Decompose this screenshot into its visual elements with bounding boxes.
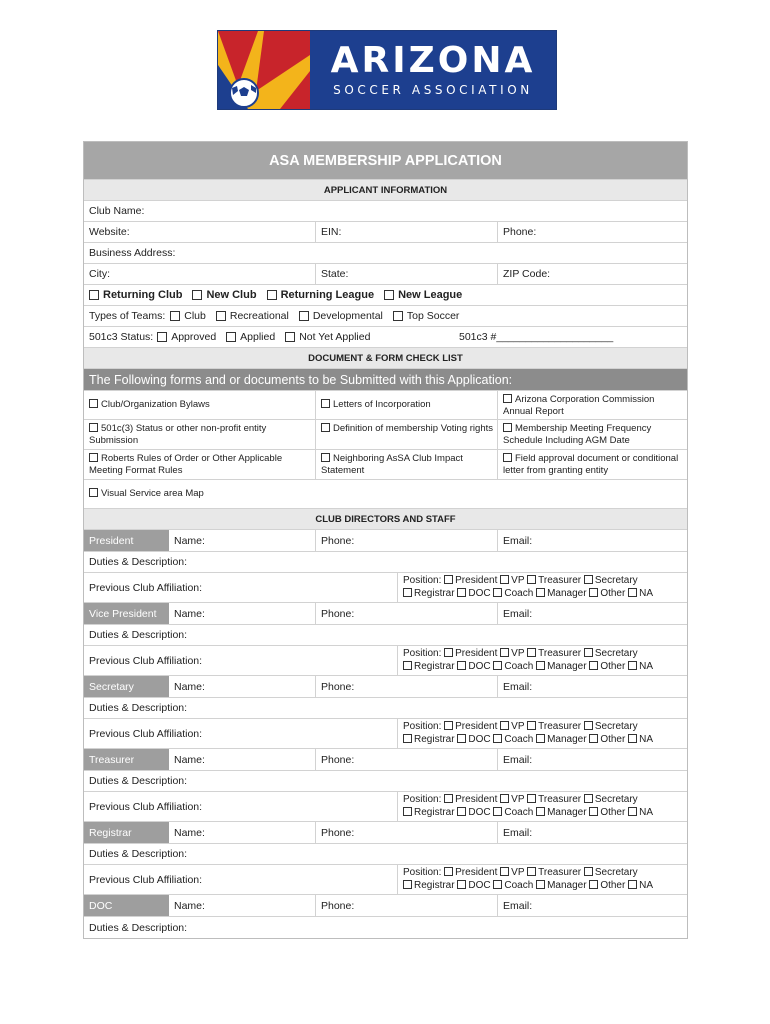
status-row [84,327,687,348]
director-row-1 [84,603,687,625]
director-position-options [397,865,653,894]
logo-subtitle: SOCCER ASSOCIATION [333,83,533,97]
position-option: Treasurer [538,575,582,586]
position-option: Coach [504,733,534,745]
position-option: Registrar [414,806,455,818]
director-email-field[interactable]: Email: [497,895,687,916]
checkbox-icon[interactable] [527,575,536,584]
position-option: NA [639,806,654,818]
checkbox-icon[interactable] [589,880,598,889]
director-position-options [397,792,653,821]
director-row-4 [84,822,687,844]
club-name-field[interactable]: Club Name: [89,205,145,217]
checkbox-icon[interactable] [628,880,637,889]
director-affiliation-field[interactable]: Previous Club Affiliation: [89,800,203,813]
director-row-2 [84,676,687,698]
checkbox-icon[interactable] [500,648,509,657]
director-duties-row [84,844,687,865]
position-option: Secretary [594,648,638,659]
team-type-recreational[interactable]: Recreational [216,310,289,322]
checkbox-icon[interactable] [584,794,593,803]
position-option: President [455,867,498,878]
director-email-field[interactable]: Email: [497,530,687,551]
checklist-row [84,480,687,509]
logo-graphic [218,31,310,109]
position-option: Manager [547,733,587,745]
team-types-row [84,306,687,327]
directors-heading: CLUB DIRECTORS AND STAFF [84,509,687,530]
position-label: Position: [403,867,442,878]
checklist-item[interactable]: Club/Organization Bylaws [84,391,315,419]
asa-logo [217,30,557,110]
checkbox-icon[interactable] [457,807,466,816]
director-row-5 [84,895,687,917]
position-option: Treasurer [538,648,582,659]
checklist-item[interactable]: 501c(3) Status or other non-profit entity Submission [89,423,267,446]
checkbox-icon[interactable] [584,721,593,730]
position-option: Coach [504,806,534,818]
position-option: DOC [468,733,491,745]
director-email-field[interactable]: Email: [497,603,687,624]
position-label: Position: [403,648,442,659]
team-type-developmental[interactable]: Developmental [299,310,383,322]
director-position-options [397,646,653,675]
checkbox-icon[interactable] [628,807,637,816]
returning-league-option[interactable]: Returning League [267,289,375,301]
director-duties-field[interactable]: Duties & Description: [89,921,188,934]
position-option: VP [511,867,525,878]
position-option: Manager [547,806,587,818]
director-role: Secretary [84,676,169,697]
checkbox-icon[interactable] [536,880,545,889]
checkbox-icon[interactable] [216,311,226,321]
position-label: Position: [403,575,442,586]
position-option: NA [639,587,654,599]
position-option: Secretary [594,721,638,732]
checkbox-icon[interactable] [536,661,545,670]
checkbox-icon[interactable] [589,807,598,816]
website-row [84,222,687,243]
checkbox-icon[interactable] [285,332,295,342]
team-type-top-soccer[interactable]: Top Soccer [393,310,460,322]
city-field[interactable]: City: [89,268,110,280]
director-duties-field[interactable]: Duties & Description: [89,702,188,714]
checkbox-icon[interactable] [628,588,637,597]
checkbox-icon[interactable] [89,453,98,462]
director-row-0 [84,530,687,552]
checklist-band: The Following forms and or documents to be Submitted with this Application: [84,369,687,391]
checkbox-icon[interactable] [403,807,412,816]
status-approved[interactable]: Approved [157,331,216,343]
checkbox-icon[interactable] [299,311,309,321]
director-affiliation-row [84,865,687,895]
checkbox-icon[interactable] [226,332,236,342]
position-label: Position: [403,794,442,805]
position-option: NA [639,660,654,672]
director-phone-field[interactable]: Phone: [315,895,497,916]
director-phone-field[interactable]: Phone: [315,676,497,697]
position-option: President [455,721,498,732]
director-role: Vice President [84,603,169,624]
position-option: Other [600,733,626,745]
checkbox-icon[interactable] [170,311,180,321]
checklist-item[interactable]: Arizona Corporation Commission Annual Report [497,391,687,419]
checkbox-icon[interactable] [403,661,412,670]
checkbox-icon[interactable] [157,332,167,342]
position-option: Other [600,879,626,891]
checkbox-icon[interactable] [444,648,453,657]
position-option: Other [600,587,626,599]
checkbox-icon[interactable] [503,453,512,462]
position-option: DOC [468,587,491,599]
position-option: Registrar [414,660,455,672]
position-option: Manager [547,879,587,891]
checklist-row [84,420,687,450]
checkbox-icon[interactable] [536,734,545,743]
director-email-field[interactable]: Email: [497,749,687,770]
position-option: Secretary [594,575,638,586]
checklist-item[interactable]: Neighboring AsSA Club Impact Statement [315,450,497,479]
checkbox-icon[interactable] [321,423,330,432]
checkbox-icon[interactable] [527,794,536,803]
checkbox-icon[interactable] [321,399,330,408]
checkbox-icon[interactable] [192,290,202,300]
director-affiliation-field[interactable]: Previous Club Affiliation: [89,654,203,667]
checkbox-icon[interactable] [457,880,466,889]
director-affiliation-row [84,646,687,676]
checkbox-icon[interactable] [444,794,453,803]
checkbox-icon[interactable] [628,661,637,670]
position-option: Manager [547,660,587,672]
director-role: President [84,530,169,551]
director-email-field[interactable]: Email: [497,822,687,843]
director-phone-field[interactable]: Phone: [315,822,497,843]
checklist-row [84,450,687,480]
applicant-heading: APPLICANT INFORMATION [84,180,687,201]
checkbox-icon[interactable] [527,867,536,876]
director-phone-field[interactable]: Phone: [315,749,497,770]
position-option: President [455,575,498,586]
position-option: Other [600,660,626,672]
checkbox-icon[interactable] [500,867,509,876]
checkbox-icon[interactable] [393,311,403,321]
director-email-field[interactable]: Email: [497,676,687,697]
checklist-item[interactable]: Roberts Rules of Order or Other Applicable Meeting Format Rules [89,453,283,476]
logo-sunburst-icon [218,31,310,109]
club-name-row [84,201,687,222]
checklist-item[interactable]: Visual Service area Map [84,480,315,508]
business-address-row [84,243,687,264]
checklist-item[interactable]: Definition of membership Voting rights [315,420,497,449]
checkbox-icon[interactable] [444,575,453,584]
checkbox-icon[interactable] [384,290,394,300]
checkbox-icon[interactable] [89,488,98,497]
director-role: DOC [84,895,169,916]
director-name-field[interactable]: Name: [174,534,205,547]
checkbox-icon[interactable] [89,290,99,300]
position-option: NA [639,733,654,745]
checkbox-icon[interactable] [503,423,512,432]
position-option: Registrar [414,733,455,745]
checkbox-icon[interactable] [584,648,593,657]
director-position-options [397,719,653,748]
checklist-heading: DOCUMENT & FORM CHECK LIST [84,348,687,369]
checkbox-icon[interactable] [457,588,466,597]
ein-field[interactable]: EIN: [315,222,497,242]
position-option: VP [511,721,525,732]
position-option: Treasurer [538,721,582,732]
position-option: Coach [504,879,534,891]
position-option: DOC [468,806,491,818]
director-affiliation-field[interactable]: Previous Club Affiliation: [89,873,203,886]
checkbox-icon[interactable] [321,453,330,462]
director-affiliation-row [84,792,687,822]
director-name-field[interactable]: Name: [174,826,205,839]
checklist-item[interactable]: Membership Meeting Frequency Schedule Including AGM Date [497,420,687,449]
position-option: Coach [504,587,534,599]
checklist-row [84,391,687,420]
checkbox-icon[interactable] [536,807,545,816]
checkbox-icon[interactable] [527,721,536,730]
checkbox-icon[interactable] [589,661,598,670]
position-option: VP [511,575,525,586]
checkbox-icon[interactable] [493,734,502,743]
checkbox-icon[interactable] [500,721,509,730]
checkbox-icon[interactable] [493,588,502,597]
director-duties-row [84,698,687,719]
director-role: Treasurer [84,749,169,770]
business-address-field[interactable]: Business Address: [89,247,176,259]
checkbox-icon[interactable] [267,290,277,300]
director-duties-row [84,771,687,792]
director-phone-field[interactable]: Phone: [315,530,497,551]
position-option: Secretary [594,867,638,878]
director-role: Registrar [84,822,169,843]
director-duties-row [84,552,687,573]
checkbox-icon[interactable] [589,734,598,743]
position-option: President [455,794,498,805]
status-applied[interactable]: Applied [226,331,275,343]
501c3-number-field[interactable]: 501c3 #____________________ [459,331,614,343]
position-option: Coach [504,660,534,672]
position-option: President [455,648,498,659]
position-option: Other [600,806,626,818]
checkbox-icon[interactable] [89,423,98,432]
position-option: NA [639,879,654,891]
position-option: DOC [468,879,491,891]
checkbox-icon[interactable] [403,734,412,743]
checkbox-icon[interactable] [457,661,466,670]
checkbox-icon[interactable] [444,867,453,876]
status-not-yet-applied[interactable]: Not Yet Applied [285,331,370,343]
logo-title: ARIZONA [330,40,536,81]
checkbox-icon[interactable] [584,575,593,584]
position-option: Treasurer [538,794,582,805]
director-affiliation-field[interactable]: Previous Club Affiliation: [89,581,203,594]
checkbox-icon[interactable] [536,588,545,597]
city-row [84,264,687,285]
checkbox-icon[interactable] [403,880,412,889]
new-club-option[interactable]: New Club [192,289,256,301]
director-name-field[interactable]: Name: [174,680,205,693]
position-option: Registrar [414,879,455,891]
checklist-item[interactable]: Letters of Incorporation [315,391,497,419]
position-option: Manager [547,587,587,599]
director-name-field[interactable]: Name: [174,899,205,912]
director-duties-row [84,625,687,646]
directors-list [84,530,687,938]
position-option: VP [511,794,525,805]
checkbox-icon[interactable] [403,588,412,597]
position-option: Secretary [594,794,638,805]
director-affiliation-row [84,719,687,749]
form-title: ASA MEMBERSHIP APPLICATION [84,142,687,180]
director-duties-field[interactable]: Duties & Description: [89,556,188,568]
club-type-row [84,285,687,306]
state-field[interactable]: State: [315,264,497,284]
checkbox-icon[interactable] [628,734,637,743]
new-league-option[interactable]: New League [384,289,462,301]
director-affiliation-row [84,573,687,603]
director-name-field[interactable]: Name: [174,607,205,620]
checkbox-icon[interactable] [503,394,512,403]
position-option: VP [511,648,525,659]
checkbox-icon[interactable] [589,588,598,597]
director-affiliation-field[interactable]: Previous Club Affiliation: [89,727,203,740]
director-phone-field[interactable]: Phone: [315,603,497,624]
logo-wordmark [310,31,556,109]
position-label: Position: [403,721,442,732]
team-types-label: Types of Teams: [89,310,166,322]
director-duties-field[interactable]: Duties & Description: [89,629,188,641]
director-duties-row [84,917,687,938]
checkbox-icon[interactable] [444,721,453,730]
director-name-field[interactable]: Name: [174,753,205,766]
position-option: DOC [468,660,491,672]
director-position-options [397,573,653,602]
checkbox-icon[interactable] [89,399,98,408]
status-label: 501c3 Status: [89,331,154,343]
returning-club-option[interactable]: Returning Club [89,289,182,301]
checkbox-icon[interactable] [500,575,509,584]
team-type-club[interactable]: Club [170,310,206,322]
director-duties-field[interactable]: Duties & Description: [89,848,188,860]
website-field[interactable]: Website: [89,226,130,238]
checkbox-icon[interactable] [500,794,509,803]
checkbox-icon[interactable] [457,734,466,743]
director-row-3 [84,749,687,771]
zip-field[interactable]: ZIP Code: [497,264,687,284]
checkbox-icon[interactable] [584,867,593,876]
director-duties-field[interactable]: Duties & Description: [89,775,188,787]
membership-form [83,141,688,939]
checkbox-icon[interactable] [527,648,536,657]
checkbox-icon[interactable] [493,880,502,889]
checkbox-icon[interactable] [493,661,502,670]
phone-field[interactable]: Phone: [497,222,687,242]
checklist-item[interactable]: Field approval document or conditional letter from granting entity [497,450,687,479]
checkbox-icon[interactable] [493,807,502,816]
position-option: Registrar [414,587,455,599]
position-option: Treasurer [538,867,582,878]
